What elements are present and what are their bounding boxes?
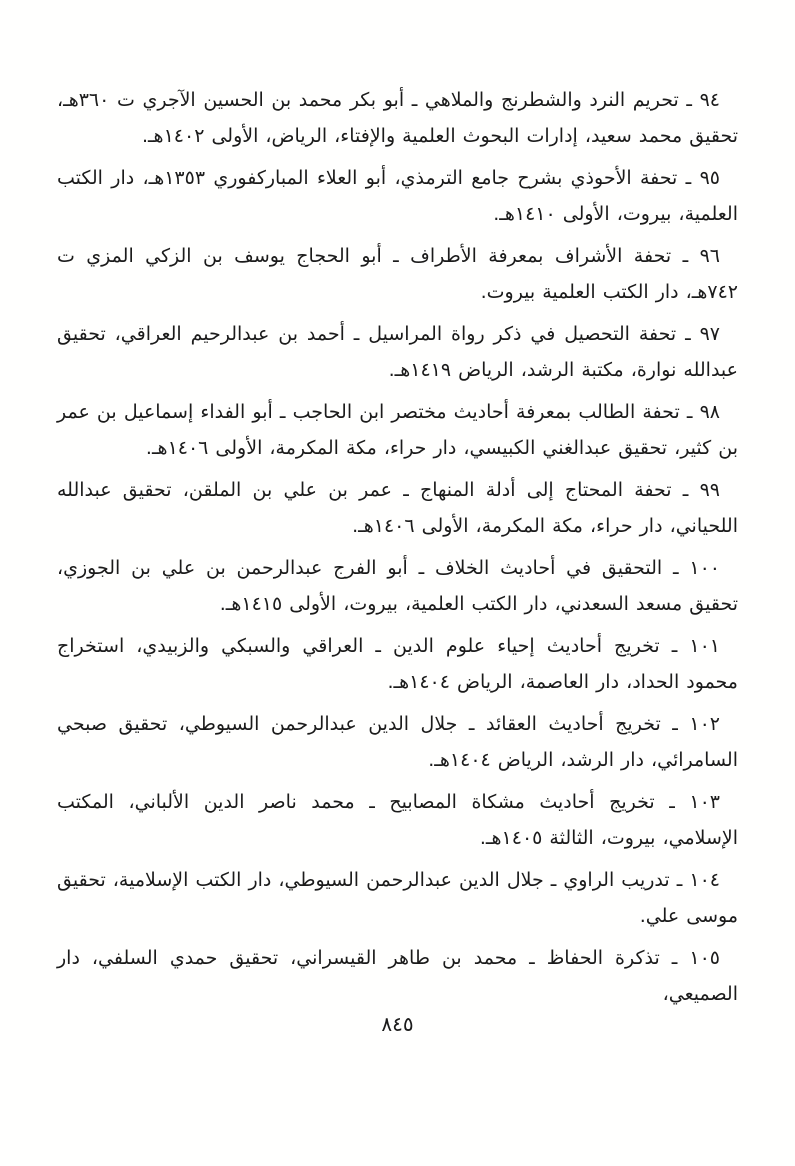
entry-separator: ـ: [662, 557, 690, 579]
entry-number: ٩٧: [699, 323, 720, 345]
entry-text: تخريج أحاديث إحياء علوم الدين ـ العراقي والسبكي والزبيدي، استخراج محمود الحداد، دار العاصمة، الرياض ١٤٠٤هـ.: [57, 635, 738, 693]
entry-separator: ـ: [654, 791, 690, 813]
bibliography-entry: [57, 316, 738, 388]
bibliography-entry: [57, 394, 738, 466]
entry-text: تحريم النرد والشطرنج والملاهي ـ أبو بكر محمد بن الحسين الآجري ت ٣٦٠هـ، تحقيق محمد سعيد، إدارات البحوث العلمية والإفتاء، الرياض، الأولى ١٤٠٢هـ.: [57, 89, 738, 147]
bibliography-entry: [57, 238, 738, 310]
entry-separator: ـ: [659, 635, 690, 657]
bibliography-list: [57, 82, 738, 1018]
entry-separator: ـ: [677, 167, 700, 189]
page-number: ٨٤٥: [381, 1012, 414, 1036]
entry-text: تذكرة الحفاظ ـ محمد بن طاهر القيسراني، تحقيق حمدي السلفي، دار الصميعي،: [57, 947, 738, 1005]
bibliography-entry: [57, 160, 738, 232]
entry-number: ١٠٥: [689, 947, 720, 969]
entry-number: ١٠٢: [689, 713, 720, 735]
entry-separator: ـ: [671, 245, 700, 267]
bibliography-entry: [57, 628, 738, 700]
entry-number: ٩٩: [699, 479, 720, 501]
entry-text: تخريج أحاديث العقائد ـ جلال الدين عبدالرحمن السيوطي، تحقيق صبحي السامرائي، دار الرشد، الرياض ١٤٠٤هـ.: [57, 713, 738, 771]
entry-separator: ـ: [678, 89, 700, 111]
bibliography-entry: [57, 706, 738, 778]
entry-number: ٩٦: [699, 245, 720, 267]
entry-separator: ـ: [671, 479, 700, 501]
bibliography-entry: [57, 940, 738, 1012]
bibliography-entry: [57, 862, 738, 934]
entry-text: التحقيق في أحاديث الخلاف ـ أبو الفرج عبدالرحمن بن علي بن الجوزي، تحقيق مسعد السعدني، دار الكتب العلمية، بيروت، الأولى ١٤١٥هـ.: [57, 557, 738, 615]
entry-text: تحفة الأشراف بمعرفة الأطراف ـ أبو الحجاج يوسف بن الزكي المزي ت ٧٤٢هـ، دار الكتب العلمية بيروت.: [57, 245, 738, 303]
entry-number: ١٠١: [689, 635, 720, 657]
entry-number: ١٠٤: [689, 869, 720, 891]
entry-text: تحفة الطالب بمعرفة أحاديث مختصر ابن الحاجب ـ أبو الفداء إسماعيل بن عمر بن كثير، تحقيق عبدالغني الكبيسي، دار حراء، مكة المكرمة، الأولى ١٤٠٦هـ.: [57, 401, 738, 459]
entry-separator: ـ: [659, 947, 690, 969]
entry-text: تحفة الأحوذي بشرح جامع الترمذي، أبو العلاء المباركفوري ١٣٥٣هـ، دار الكتب العلمية، بيروت، الأولى ١٤١٠هـ.: [57, 167, 738, 225]
entry-text: تحفة المحتاج إلى أدلة المنهاج ـ عمر بن علي بن الملقن، تحقيق عبدالله اللحياني، دار حراء، مكة المكرمة، الأولى ١٤٠٦هـ.: [57, 479, 738, 537]
entry-separator: ـ: [676, 323, 700, 345]
entry-number: ٩٥: [699, 167, 720, 189]
entry-separator: ـ: [660, 713, 690, 735]
bibliography-entry: [57, 784, 738, 856]
entry-number: ١٠٣: [689, 791, 720, 813]
bibliography-entry: [57, 550, 738, 622]
entry-number: ٩٨: [699, 401, 720, 423]
entry-text: تحفة التحصيل في ذكر رواة المراسيل ـ أحمد بن عبدالرحيم العراقي، تحقيق عبدالله نوارة، مكتبة الرشد، الرياض ١٤١٩هـ.: [57, 323, 738, 381]
entry-number: ١٠٠: [689, 557, 720, 579]
entry-text: تخريج أحاديث مشكاة المصابيح ـ محمد ناصر الدين الألباني، المكتب الإسلامي، بيروت، الثالثة ١٤٠٥هـ.: [57, 791, 738, 849]
entry-separator: ـ: [679, 401, 700, 423]
bibliography-entry: [57, 472, 738, 544]
entry-number: ٩٤: [699, 89, 720, 111]
bibliography-entry: [57, 82, 738, 154]
entry-text: تدريب الراوي ـ جلال الدين عبدالرحمن السيوطي، دار الكتب الإسلامية، تحقيق موسى علي.: [57, 869, 738, 927]
entry-separator: ـ: [669, 869, 690, 891]
